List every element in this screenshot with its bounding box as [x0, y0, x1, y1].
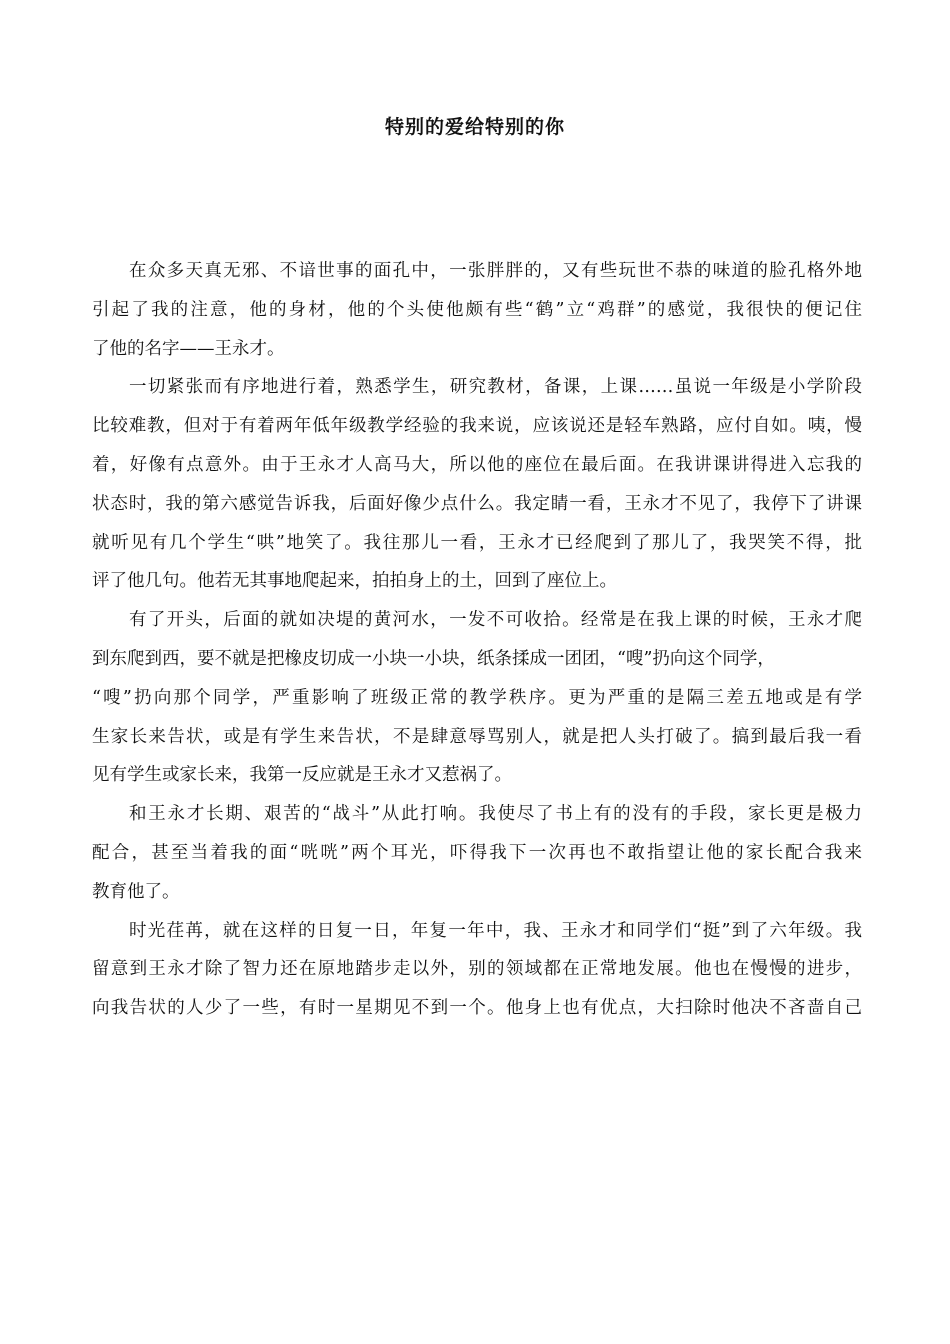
- text-line: 生家长来告状，或是有学生来告状，不是肆意辱骂别人，就是把人头打破了。搞到最后我一看: [92, 726, 862, 747]
- text-line: 教育他了。: [92, 881, 180, 902]
- text-line: 在众多天真无邪、不谙世事的面孔中，一张胖胖的，又有些玩世不恭的味道的脸孔格外地: [129, 261, 862, 281]
- text-line: 到东爬到西，要不就是把橡皮切成一小块一小块，纸条揉成一团团，“嗖”扔向这个同学，: [92, 648, 775, 669]
- text-line: 评了他几句。他若无其事地爬起来，拍拍身上的土，回到了座位上。: [92, 571, 617, 592]
- text-line: 比较难教，但对于有着两年低年级教学经验的我来说，应该说还是轻车熟路，应付自如。咦，慢: [92, 416, 862, 437]
- text-line: 就听见有几个学生“哄”地笑了。我往那儿一看，王永才已经爬到了那儿了，我哭笑不得，批: [92, 532, 862, 553]
- text-line: 状态时，我的第六感觉告诉我，后面好像少点什么。我定睛一看，王永才不见了，我停下了讲课: [92, 493, 862, 514]
- document-body: [92, 252, 862, 1028]
- text-line: “嗖”扔向那个同学，严重影响了班级正常的教学秩序。更为严重的是隔三差五地或是有学: [92, 687, 862, 708]
- text-line: 时光荏苒，就在这样的日复一日，年复一年中，我、王永才和同学们“挺”到了六年级。我: [129, 920, 862, 941]
- text-line: 和王永才长期、艰苦的“战斗”从此打响。我使尽了书上有的没有的手段，家长更是极力: [129, 804, 862, 825]
- text-line: 见有学生或家长来，我第一反应就是王永才又惹祸了。: [92, 765, 512, 786]
- text-line: 配合，甚至当着我的面“咣咣”两个耳光，吓得我下一次再也不敢指望让他的家长配合我来: [92, 842, 862, 863]
- text-line: 了他的名字——王永才。: [92, 338, 285, 359]
- text-line: 留意到王永才除了智力还在原地踏步走以外，别的领域都在正常地发展。他也在慢慢的进步，: [92, 959, 862, 980]
- text-line: 着，好像有点意外。由于王永才人高马大，所以他的座位在最后面。在我讲课讲得进入忘我的: [92, 454, 862, 475]
- text-line: 有了开头，后面的就如决堤的黄河水，一发不可收拾。经常是在我上课的时候，王永才爬: [129, 610, 862, 631]
- text-line: 向我告状的人少了一些，有时一星期见不到一个。他身上也有优点，大扫除时他决不吝啬自己: [92, 998, 862, 1019]
- text-line: 一切紧张而有序地进行着，熟悉学生，研究教材，备课，上课……虽说一年级是小学阶段: [129, 377, 862, 398]
- document-title: 特别的爱给特别的你: [384, 116, 565, 138]
- text-line: 引起了我的注意，他的身材，他的个头使他颇有些“鹤”立“鸡群”的感觉，我很快的便记住: [92, 299, 862, 320]
